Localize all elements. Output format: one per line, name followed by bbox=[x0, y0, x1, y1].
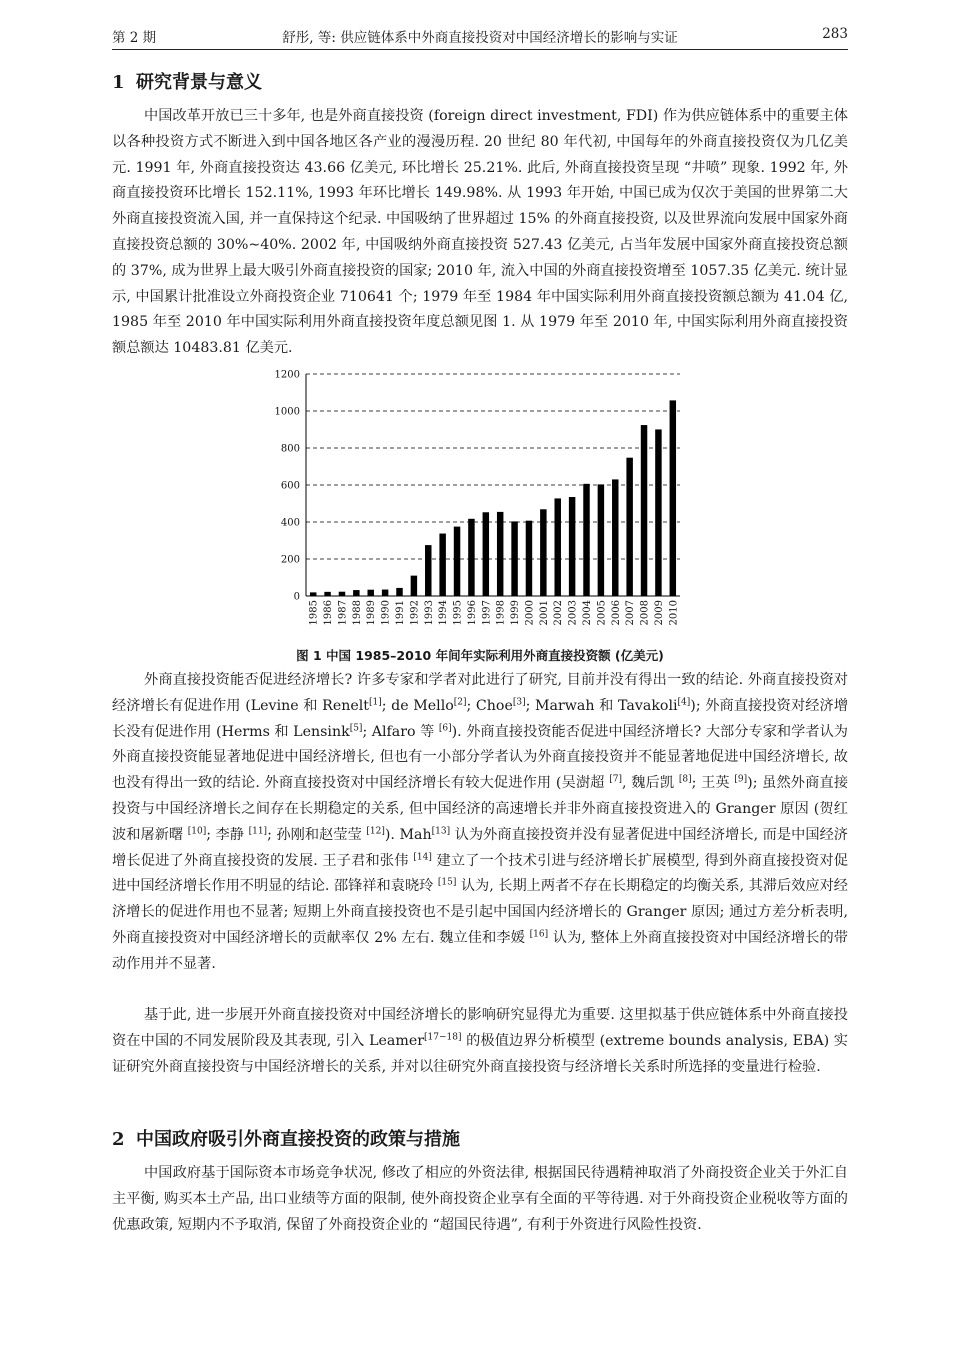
bar-1993 bbox=[425, 545, 431, 596]
x-tick-label: 2001 bbox=[538, 600, 550, 626]
bar-1990 bbox=[382, 590, 388, 596]
section-1-paragraph-3: 基于此, 进一步展开外商直接投资对中国经济增长的影响研究显得尤为重要. 这里拟基于供应链体系中外商直接投资在中国的不同发展阶段及其表现, 引入 Leamer[17−18] 的极值边界分析模型 (extreme bounds analysis, EBA) 实证研究外商直接投资与中国经济增长的关系, 并对以往研究外商直接投资与经济增长关系时所选择的变量进行检验. bbox=[112, 1007, 848, 1075]
bar-2006 bbox=[612, 479, 618, 596]
bar-1999 bbox=[511, 521, 517, 596]
bar-1989 bbox=[367, 590, 373, 596]
x-tick-label: 2009 bbox=[653, 600, 665, 626]
section-2-number: 2 bbox=[112, 1129, 125, 1150]
bar-2001 bbox=[540, 509, 546, 596]
bar-1985 bbox=[310, 592, 316, 596]
x-tick-label: 1992 bbox=[409, 600, 421, 626]
section-1-paragraph-1: 中国改革开放已三十多年, 也是外商直接投资 (foreign direct investment, FDI) 作为供应链体系中的重要主体以各种投资方式不断进入到中国各地区各产业的漫漫历程. 20 世纪 80 年代初, 中国每年的外商直接投资仅为几亿美元. 1991 年, 外商直接投资达 43.66 亿美元, 环比增长 25.21%. 此后, 外商直接投资呈现 “井喷” 现象. 1992 年, 外商直接投资环比增长 152.11%, 1993 年环比增长 149.98%. 从 1993 年开始, 中国已成为仅次于美国的世界第二大外商直接投资流入国, 并一直保持这个纪录. 中国吸纳了世界超过 15% 的外商直接投资, 以及世界流向发展中国家外商直接投资总额的 30%∼40%. 2002 年, 中国吸纳外商直接投资 527.43 亿美元, 占当年发展中国家外商直接投资总额的 37%, 成为世界上最大吸引外商直接投资的国家; 2010 年, 流入中国的外商直接投资增至 1057.35 亿美元. 统计显示, 中国累计批准设立外商投资企业 710641 个; 1979 年至 1984 年中国实际利用外商直接投资额总额为 41.04 亿, 1985 年至 2010 年中国实际利用外商直接投资年度总额见图 1. 从 1979 年至 2010 年, 中国实际利用外商直接投资额总额达 10483.81 亿美元. bbox=[112, 108, 848, 357]
x-tick-label: 2004 bbox=[582, 600, 593, 626]
figure-1-caption: 图 1 中国 1985–2010 年间年实际利用外商直接投资额 (亿美元) bbox=[296, 648, 664, 663]
x-tick-label: 2008 bbox=[639, 600, 651, 626]
chart-x-tick-labels bbox=[309, 600, 680, 625]
bar-1986 bbox=[324, 592, 330, 596]
x-tick-label: 2002 bbox=[553, 600, 565, 626]
x-tick-label: 1988 bbox=[351, 600, 363, 626]
x-tick-label: 1989 bbox=[366, 600, 378, 626]
running-header bbox=[112, 24, 848, 48]
bar-1995 bbox=[454, 527, 460, 596]
bar-1988 bbox=[353, 590, 359, 596]
x-tick-label: 2010 bbox=[668, 600, 680, 626]
y-tick-label: 400 bbox=[280, 517, 300, 529]
running-title: 舒彤, 等: 供应链体系中外商直接投资对中国经济增长的影响与实证 bbox=[282, 30, 678, 46]
x-tick-label: 1986 bbox=[323, 600, 335, 626]
x-tick-label: 1990 bbox=[380, 600, 392, 626]
y-tick-label: 200 bbox=[280, 554, 300, 566]
section-1-paragraph-2: 外商直接投资能否促进经济增长? 许多专家和学者对此进行了研究, 目前并没有得出一致的结论. 外商直接投资对经济增长有促进作用 (Levine 和 Renelt[1]; de Mello[2]; Choe[3]; Marwah 和 Tavakoli[4]); 外商直接投资对经济增长没有促进作用 (Herms 和 Lensink[5]; Alfaro 等 [6]). 外商直接投资能否促进中国经济增长? 大部分专家和学者认为外商直接投资能显著地促进中国经济增长, 但也有一小部分学者认为外商直接投资并不能显著地促进中国经济增长, 故也没有得出一致的结论. 外商直接投资对中国经济增长有较大促进作用 (吴澍超 [7], 魏后凯 [8]; 王英 [9]); 虽然外商直接投资与中国经济增长之间存在长期稳定的关系, 但中国经济的高速增长并非外商直接投资进入的 Granger 原因 (贺红波和屠新曙 [10]; 李静 [11]; 孙刚和赵莹莹 [12]). Mah[13] 认为外商直接投资并没有显著促进中国经济增长, 而是中国经济增长促进了外商直接投资的发展. 王子君和张伟 [14] 建立了一个技术引进与经济增长扩展模型, 得到外商直接投资对促进中国经济增长作用不明显的结论. 邵锋祥和袁晓玲 [15] 认为, 长期上两者不存在长期稳定的均衡关系, 其滞后效应对经济增长的促进作用也不显著; 短期上外商直接投资也不是引起中国国内经济增长的 Granger 原因; 通过方差分析表明, 外商直接投资对中国经济增长的贡献率仅 2% 左右. 魏立佳和李媛 [16] 认为, 整体上外商直接投资对中国经济增长的带动作用并不显著. bbox=[112, 672, 849, 972]
chart-y-tick-labels bbox=[275, 370, 300, 603]
header-rule bbox=[112, 49, 848, 50]
section-2-heading bbox=[112, 1125, 460, 1151]
bar-2002 bbox=[554, 498, 560, 596]
y-tick-label: 1200 bbox=[274, 369, 300, 381]
x-tick-label: 1993 bbox=[423, 600, 435, 626]
fdi-bar-chart bbox=[260, 362, 700, 644]
x-tick-label: 1998 bbox=[495, 600, 507, 626]
x-tick-label: 1997 bbox=[481, 600, 493, 626]
bar-2005 bbox=[598, 484, 604, 596]
bar-2010 bbox=[670, 400, 676, 596]
x-tick-label: 1994 bbox=[438, 600, 450, 626]
page-number: 283 bbox=[822, 26, 848, 42]
y-tick-label: 0 bbox=[293, 591, 300, 603]
chart-bars bbox=[310, 400, 676, 596]
section-1-heading bbox=[112, 68, 262, 94]
bar-2007 bbox=[626, 458, 632, 596]
x-tick-label: 1987 bbox=[337, 600, 349, 626]
x-tick-label: 2000 bbox=[524, 600, 536, 626]
bar-1991 bbox=[396, 588, 402, 596]
bar-1992 bbox=[411, 576, 417, 596]
bar-2008 bbox=[641, 425, 647, 596]
bar-1996 bbox=[468, 519, 474, 596]
bar-2000 bbox=[526, 521, 532, 596]
bar-1998 bbox=[497, 512, 503, 596]
x-tick-label: 1995 bbox=[452, 600, 464, 626]
section-1-title: 研究背景与意义 bbox=[136, 72, 262, 93]
chart-gridlines bbox=[306, 374, 680, 559]
x-tick-label: 1991 bbox=[395, 600, 406, 626]
x-tick-label: 1985 bbox=[308, 600, 320, 626]
section-1-number: 1 bbox=[112, 72, 125, 93]
bar-1987 bbox=[339, 592, 345, 596]
x-tick-label: 2005 bbox=[596, 600, 608, 626]
bar-2009 bbox=[655, 429, 661, 596]
issue-number: 第 2 期 bbox=[112, 30, 157, 46]
bar-1997 bbox=[483, 512, 489, 596]
x-tick-label: 2006 bbox=[610, 600, 622, 626]
bar-2004 bbox=[583, 484, 589, 596]
x-tick-label: 2007 bbox=[625, 600, 637, 626]
y-tick-label: 600 bbox=[280, 480, 300, 492]
bar-1994 bbox=[439, 534, 445, 596]
bar-2003 bbox=[569, 497, 575, 596]
section-2-title: 中国政府吸引外商直接投资的政策与措施 bbox=[136, 1129, 460, 1150]
x-tick-label: 1999 bbox=[510, 600, 522, 626]
x-tick-label: 1996 bbox=[466, 600, 478, 626]
y-tick-label: 1000 bbox=[274, 406, 300, 418]
y-tick-label: 800 bbox=[280, 443, 300, 455]
x-tick-label: 2003 bbox=[567, 600, 579, 626]
section-2-paragraph-1: 中国政府基于国际资本市场竞争状况, 修改了相应的外资法律, 根据国民待遇精神取消了外商投资企业关于外汇自主平衡, 购买本土产品, 出口业绩等方面的限制, 使外商投资企业享有全面的平等待遇. 对于外商投资企业税收等方面的优惠政策, 短期内不予取消, 保留了外商投资企业的 “超国民待遇”, 有利于外资进行风险性投资. bbox=[112, 1165, 848, 1233]
